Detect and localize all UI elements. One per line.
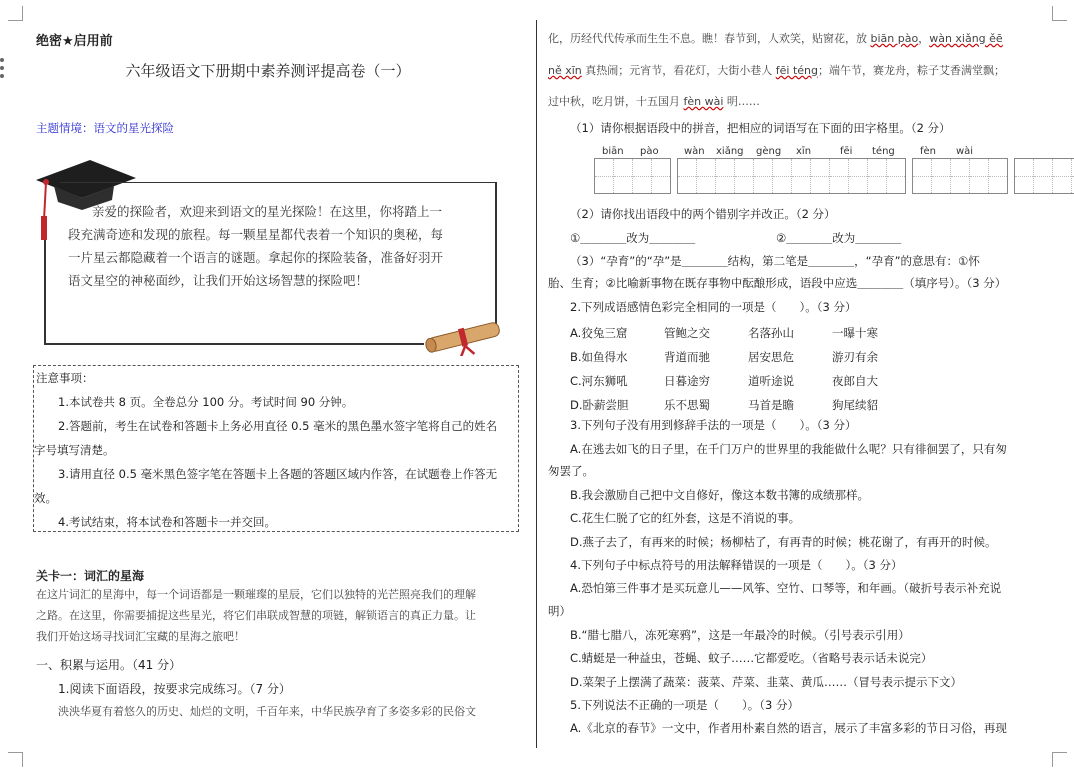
passage-text: 化，历经代代传承而生生不息。瞧！春节到，人欢笑，贴窗花，放 — [548, 32, 871, 45]
pinyin-label: wài — [956, 146, 974, 157]
secret-label: 绝密★启用前 — [36, 34, 113, 49]
column-divider — [536, 20, 537, 748]
passage-text: ；端午节，赛龙舟，粽子艾香满堂飘； — [818, 64, 1006, 77]
q3-option-b[interactable]: B.我会激励自己把中文自修好，像这本数书簿的成绩那样。 — [570, 488, 870, 502]
right-page — [538, 0, 1074, 774]
q4-option-a-cont: 明） — [548, 604, 571, 618]
intro-frame-top — [60, 182, 496, 183]
option-row[interactable] — [570, 393, 878, 417]
blank-line-1[interactable]: ①＿＿＿＿改为＿＿＿＿ — [570, 231, 696, 245]
intro-text — [68, 200, 492, 292]
passage-text: 真热闹；元宵节，看花灯，大街小巷人 — [581, 64, 776, 77]
option-cell: 名落孙山 — [748, 326, 794, 340]
pinyin-feiteng: fēi téng — [775, 64, 819, 77]
blank-line-2[interactable]: ②＿＿＿＿改为＿＿＿＿ — [776, 231, 902, 245]
pinyin-label: biān — [602, 146, 624, 157]
notice-item: 4.考试结束，将本试卷和答题卡一并交回。 — [58, 515, 276, 529]
passage-line — [548, 30, 1003, 46]
tianzige-box[interactable] — [912, 158, 1008, 194]
passage-text: 明…… — [723, 95, 760, 108]
option-cell: 日暮途穷 — [664, 374, 710, 388]
pinyin-label: pào — [640, 146, 659, 157]
intro-line: 语文星空的神秘面纱，让我们开始这场智慧的探险吧！ — [68, 273, 369, 288]
question-3: 3.下列句子没有用到修辞手法的一项是（ ）。（3 分） — [570, 418, 857, 432]
passage-text: 过中秋，吃月饼，十五国月 — [548, 95, 684, 108]
notice-box — [33, 365, 519, 532]
q2-options — [570, 321, 878, 417]
notice-item: 2.答题前，考生在试卷和答题卡上务必用直径 0.5 毫米的黑色墨水签字笔将自己的姓名 — [58, 419, 498, 433]
level-line: 我们开始这场寻找词汇宝藏的星海之旅吧！ — [36, 630, 245, 643]
passage-line: 泱泱华夏有着悠久的历史、灿烂的文明，千百年来，中华民族孕育了多姿多彩的民俗文 — [58, 705, 476, 718]
pinyin-label: xīn — [796, 146, 812, 157]
level-title: 关卡一：词汇的星海 — [36, 569, 145, 583]
section-heading: 一、积累与运用。（41 分） — [36, 658, 182, 672]
sub-question-3-cont: 胎、生育；②比喻新事物在既存事物中酝酿形成，语段中应选＿＿＿＿（填序号）。（3 分） — [548, 276, 1007, 290]
passage-line — [548, 62, 1005, 78]
intro-frame-bottom — [44, 343, 424, 345]
pinyin-bianpao: biān pào — [870, 32, 919, 45]
scroll-diploma-icon — [420, 318, 508, 356]
q3-option-a[interactable]: A.在逃去如飞的日子里，在千门万户的世界里的我能做什么呢？只有徘徊罢了，只有匆 — [570, 442, 1007, 456]
tianzige-box[interactable] — [1014, 158, 1074, 194]
option-cell: B.如鱼得水 — [570, 350, 628, 364]
q3-option-a-cont: 匆罢了。 — [548, 464, 594, 478]
theme-label: 主题情境：语文的星光探险 — [36, 121, 174, 135]
option-cell: 一曝十寒 — [832, 326, 878, 340]
option-cell: 乐不思蜀 — [664, 398, 710, 412]
pinyin-wanxiang: wàn xiǎng ěē — [929, 32, 1003, 45]
notice-title: 注意事项： — [36, 371, 94, 385]
option-row[interactable] — [570, 345, 878, 369]
passage-text: ， — [918, 32, 930, 45]
pinyin-fenwai: fèn wài — [683, 95, 724, 108]
intro-frame-right — [495, 182, 497, 332]
notice-item: 3.请用直径 0.5 毫米黑色签字笔在答题卡上各题的答题区域内作答，在试题卷上作答无 — [58, 467, 498, 481]
pinyin-label: wàn — [684, 146, 705, 157]
q5-option-a[interactable]: A.《北京的春节》一文中，作者用朴素自然的语言，展示了丰富多彩的节日习俗，再现 — [570, 721, 1007, 735]
answer-grid-row — [594, 158, 1074, 197]
q4-option-a[interactable]: A.恐怕第三件事才是买玩意儿——风筝、空竹、口琴等，和年画。（破折号表示补充说 — [570, 581, 1002, 595]
pinyin-label: xiǎng — [716, 146, 744, 157]
question-5: 5.下列说法不正确的一项是（ ）。（3 分） — [570, 698, 799, 712]
intro-line: 亲爱的探险者，欢迎来到语文的星光探险！在这里，你将踏上一 — [92, 204, 443, 219]
option-cell: C.河东狮吼 — [570, 374, 628, 388]
option-cell: 夜郎自大 — [832, 374, 878, 388]
option-row[interactable] — [570, 369, 878, 393]
level-line: 之路。在这里，你需要捕捉这些星光，将它们串联成智慧的项链，解锁语言的真正力量。让 — [36, 609, 476, 622]
level-text — [36, 584, 516, 647]
option-cell: 居安思危 — [748, 350, 794, 364]
intro-line: 段充满奇迹和发现的旅程。每一颗星星都代表着一个知识的奥秘，每 — [68, 227, 444, 242]
q3-option-d[interactable]: D.燕子去了，有再来的时候；杨柳枯了，有再青的时候；桃花谢了，有再开的时候。 — [570, 535, 997, 549]
option-row[interactable] — [570, 321, 878, 345]
option-cell: 马首是瞻 — [748, 398, 794, 412]
intro-line: 一片星云都隐藏着一个语言的谜题。拿起你的探险装备，准备好羽开 — [68, 250, 444, 265]
notice-item: 1.本试卷共 8 页。全卷总分 100 分。考试时间 90 分钟。 — [58, 395, 354, 409]
pinyin-label: gèng — [756, 146, 782, 157]
q3-option-c[interactable]: C.花生仁脱了它的红外套，这是不消说的事。 — [570, 511, 801, 525]
pinyin-label: téng — [872, 146, 895, 157]
tianzige-box[interactable] — [594, 158, 671, 194]
pinyin-label: fèn — [920, 146, 937, 157]
sub-question-2: （2）请你找出语段中的两个错别字并改正。（2 分） — [570, 207, 836, 221]
q4-option-d[interactable]: D.菜架子上摆满了蔬菜：菠菜、芹菜、韭菜、黄瓜……（冒号表示提示下文） — [570, 675, 963, 689]
intro-frame-left — [44, 240, 46, 344]
question-1: 1.阅读下面语段，按要求完成练习。（7 分） — [58, 682, 291, 696]
passage-line — [548, 93, 760, 109]
option-cell: 游刃有余 — [832, 350, 878, 364]
option-cell: 狗尾续貂 — [832, 398, 878, 412]
pinyin-label: fēi — [840, 146, 853, 157]
sub-question-3: （3）“孕育”的“孕”是＿＿＿＿结构，第二笔是＿＿＿＿，“孕育”的意思有：①怀 — [570, 254, 980, 268]
notice-item-cont: 效。 — [34, 491, 57, 505]
q4-option-c[interactable]: C.蜻蜓是一种益虫，苍蝇、蚊子……它都爱吃。（省略号表示话未说完） — [570, 651, 933, 665]
question-2: 2.下列成语感情色彩完全相同的一项是（ ）。（3 分） — [570, 300, 857, 314]
option-cell: A.狡兔三窟 — [570, 326, 628, 340]
option-cell: 背道而驰 — [664, 350, 710, 364]
pinyin-gengxin: ně xīn — [548, 64, 582, 77]
tianzige-box[interactable] — [677, 158, 906, 194]
q4-option-b[interactable]: B.“腊七腊八，冻死寒鸦”，这是一年最冷的时候。（引号表示引用） — [570, 628, 910, 642]
notice-item-cont: 字号填写清楚。 — [34, 443, 115, 457]
sub-question-1: （1）请你根据语段中的拼音，把相应的词语写在下面的田字格里。（2 分） — [570, 121, 951, 135]
level-line: 在这片词汇的星海中，每一个词语都是一颗璀璨的星辰，它们以独特的光芒照亮我们的理解 — [36, 588, 476, 601]
option-cell: D.卧薪尝胆 — [570, 398, 629, 412]
question-4: 4.下列句子中标点符号的用法解释错误的一项是（ ）。（3 分） — [570, 558, 903, 572]
left-page — [0, 0, 536, 774]
page-title: 六年级语文下册期中素养测评提高卷（一） — [125, 62, 411, 80]
option-cell: 道听途说 — [748, 374, 794, 388]
option-cell: 管鲍之交 — [664, 326, 710, 340]
